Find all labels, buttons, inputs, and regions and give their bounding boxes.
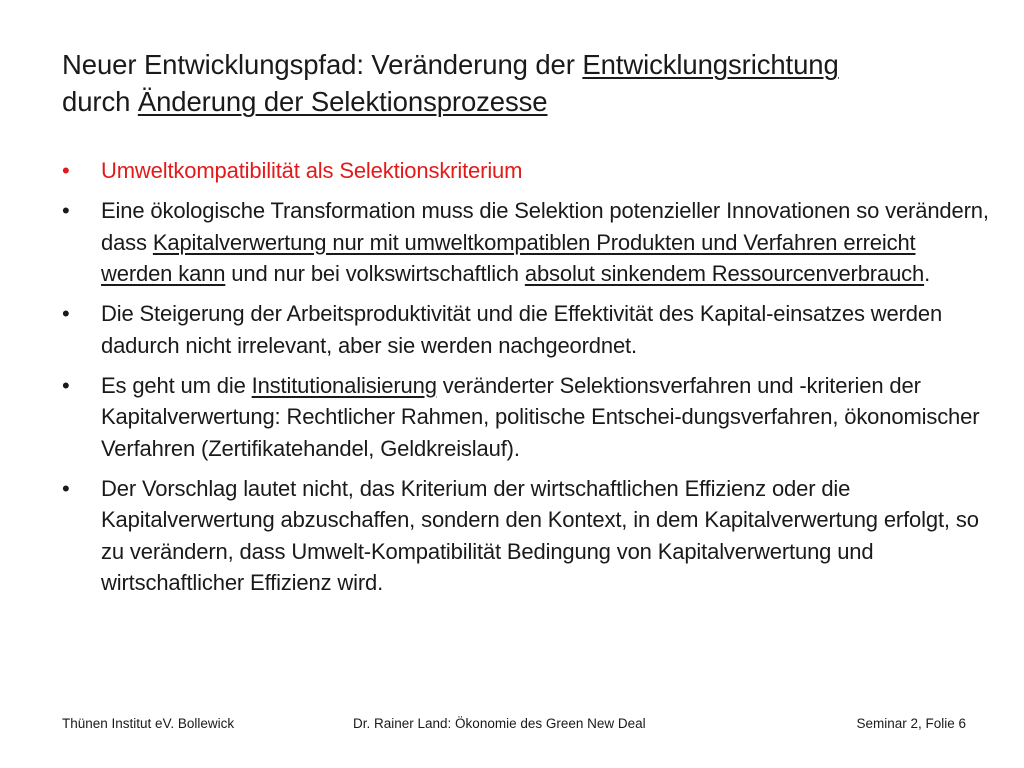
bullet-item-2 xyxy=(62,195,992,290)
bullet-item-1 xyxy=(62,155,992,187)
bullet-text: Umweltkompatibilität als Selektionskriterium xyxy=(101,158,523,183)
bullet-text: Der Vorschlag lautet nicht, das Kriterium der wirtschaftlichen Effizienz oder die Kapitalverwertung abzuschaffen, sondern den Kontext, in dem Kapitalverwertung erfolgt, so zu verändern, dass Umwelt-Kompatibilität Bedingung von Kapitalverwertung und wirtschaftlicher Effizienz wird. xyxy=(101,475,979,595)
bullet-underlined-text: Kapitalverwertung nur mit umweltkompatiblen Produkten und Verfahren erreicht werden kann xyxy=(101,229,916,286)
bullet-text: Eine ökologische Transformation muss die Selektion potenzieller Innovationen so verändern, dass xyxy=(101,198,989,255)
footer-organization: Thünen Institut eV. Bollewick xyxy=(62,716,235,731)
bullet-item-3 xyxy=(62,298,992,361)
bullet-text: Die Steigerung der Arbeitsproduktivität und die Effektivität des Kapital-einsatzes werden dadurch nicht irrelevant, aber sie werden nachgeordnet. xyxy=(101,301,943,358)
bullet-list xyxy=(62,155,992,607)
title-text-1: Neuer Entwicklungspfad: Veränderung der xyxy=(62,49,583,80)
bullet-text: . xyxy=(924,261,931,286)
bullet-item-4 xyxy=(62,370,992,465)
title-underlined-selektionsprozesse: Änderung der Selektionsprozesse xyxy=(137,86,548,117)
bullet-dot: • xyxy=(62,301,70,326)
bullet-dot: • xyxy=(62,158,70,183)
bullet-underlined-text: Institutionalisierung xyxy=(251,372,437,398)
bullet-dot: • xyxy=(62,475,70,501)
bullet-item-5 xyxy=(62,473,992,599)
bullet-dot: • xyxy=(62,198,70,223)
slide-title xyxy=(62,46,982,120)
bullet-dot: • xyxy=(62,372,70,398)
title-underlined-entwicklungsrichtung: Entwicklungsrichtung xyxy=(582,49,839,80)
bullet-text: und nur bei volkswirtschaftlich xyxy=(225,261,525,286)
footer-slide-number: Seminar 2, Folie 6 xyxy=(856,716,966,731)
bullet-text: veränderter Selektionsverfahren und -kriterien der Kapitalverwertung: Rechtlicher Rahmen, politische Entschei-dungsverfahren, ökonomischer Verfahren (Zertifikatehandel, Geldkreislauf). xyxy=(101,372,980,461)
title-text-2: durch xyxy=(62,86,138,117)
footer-presentation-title: Dr. Rainer Land: Ökonomie des Green New Deal xyxy=(353,716,646,731)
bullet-text: Es geht um die xyxy=(101,372,252,398)
bullet-underlined-text: absolut sinkendem Ressourcenverbrauch xyxy=(524,261,925,286)
